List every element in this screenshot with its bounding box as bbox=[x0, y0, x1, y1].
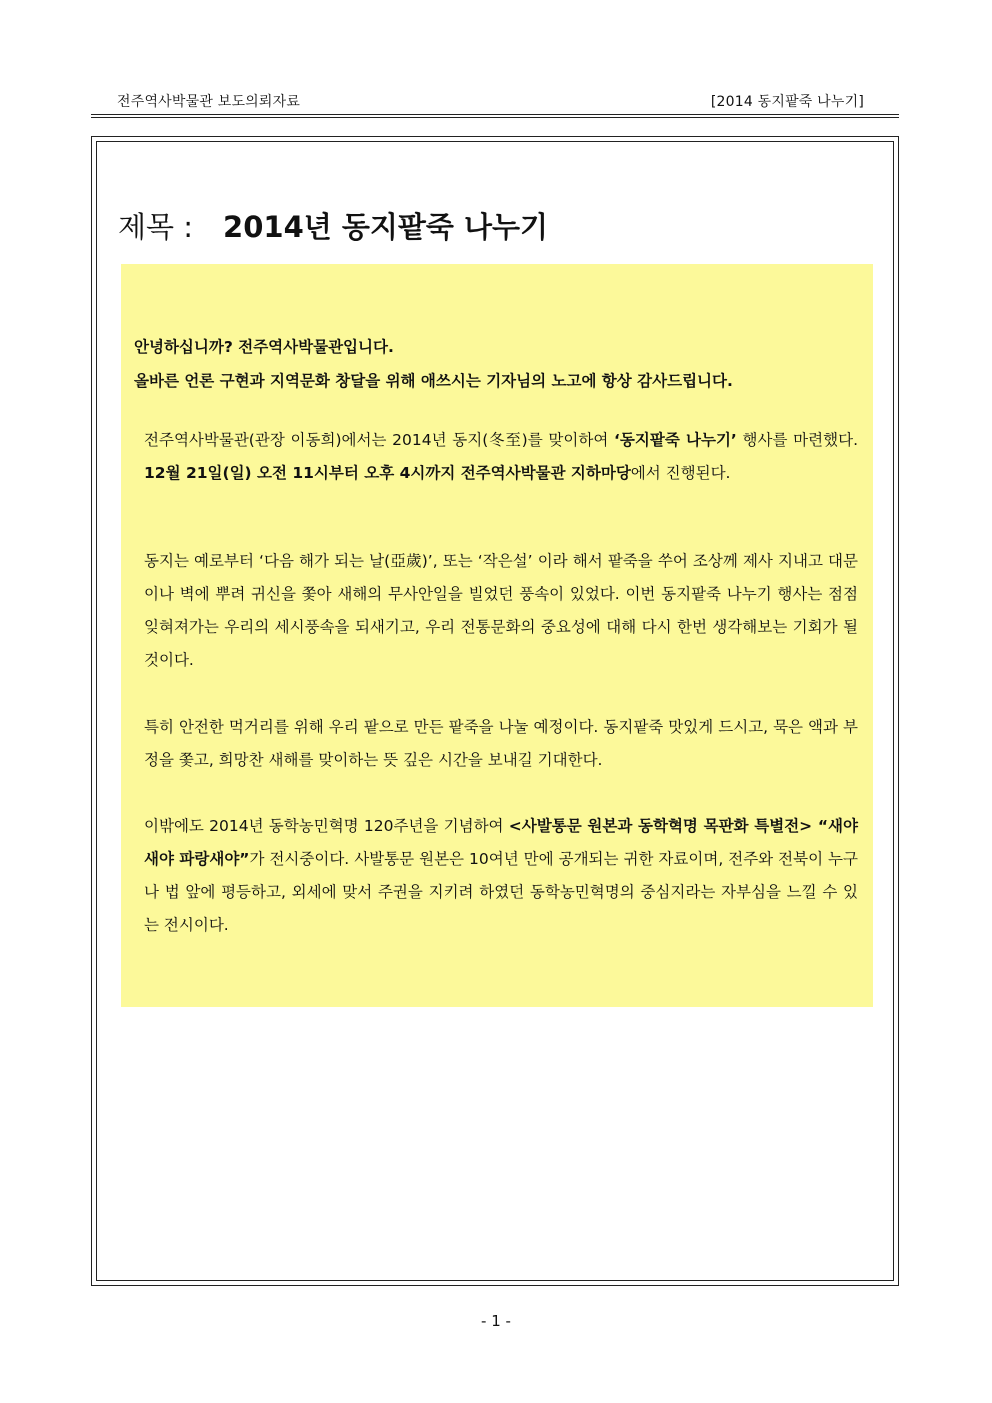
paragraph-1-schedule: 12월 21일(일) 오전 11시부터 오후 4시까지 전주역사박물관 지하마당 bbox=[144, 464, 631, 482]
greeting-line-1: 안녕하십니까? 전주역사박물관입니다. bbox=[134, 338, 394, 356]
title-label: 제목 : bbox=[118, 210, 194, 244]
header-left: 전주역사박물관 보도의뢰자료 bbox=[117, 94, 301, 110]
paragraph-4 bbox=[144, 810, 858, 942]
header-rule-bottom bbox=[91, 117, 899, 118]
paragraph-1-text-c: 행사를 마련했다. bbox=[736, 431, 858, 449]
paragraph-1-event-name: ‘동지팥죽 나누기’ bbox=[614, 431, 737, 449]
document-title bbox=[118, 205, 548, 246]
page-number: - 1 - bbox=[481, 1312, 511, 1330]
greeting-line-2: 올바른 언론 구현과 지역문화 창달을 위해 애쓰시는 기자님의 노고에 항상 감사드립니다. bbox=[134, 372, 733, 390]
title-text: 2014년 동지팥죽 나누기 bbox=[223, 210, 549, 244]
header-right: [2014 동지팥죽 나누기] bbox=[710, 94, 864, 110]
paragraph-3: 특히 안전한 먹거리를 위해 우리 팥으로 만든 팥죽을 나눌 예정이다. 동지팥죽 맛있게 드시고, 묵은 액과 부정을 쫓고, 희망찬 새해를 맞이하는 뜻 깊은 시간을 보내길 기대한다. bbox=[144, 718, 858, 769]
header-rule-top bbox=[91, 114, 899, 115]
paragraph-1-text-a: 전주역사박물관(관장 이동희)에서는 2014년 동지(冬至)를 맞이하여 bbox=[144, 431, 615, 449]
paragraph-1-text-e: 에서 진행된다. bbox=[630, 464, 731, 482]
paragraph-2: 동지는 예로부터 ‘다음 해가 되는 날(亞歲)’, 또는 ‘작은설’ 이라 해서 팥죽을 쑤어 조상께 제사 지내고 대문이나 벽에 뿌려 귀신을 쫓아 새해의 무사안일을 빌었던 풍속이 있었다. 이번 동지팥죽 나누기 행사는 점점 잊혀져가는 우리의 세시풍속을 되새기고, 우리 전통문화의 중요성에 대해 다시 한번 생각해보는 기회가 될 것이다. bbox=[144, 552, 858, 669]
paragraph-4-text-a: 이밖에도 2014년 동학농민혁명 120주년을 기념하여 bbox=[144, 817, 509, 835]
paragraph-4-text-c: 가 전시중이다. 사발통문 원본은 10여년 만에 공개되는 귀한 자료이며, 전주와 전북이 누구나 법 앞에 평등하고, 외세에 맞서 주권을 지키려 하였던 동학농민혁명의 중심지라는 자부심을 느낄 수 있는 전시이다. bbox=[144, 850, 858, 934]
paragraph-1 bbox=[144, 424, 858, 490]
paragraph-4-exhibition-name: <사발통문 원본과 동학혁명 목판화 특별전> “새야 새야 파랑새야” bbox=[144, 817, 858, 868]
